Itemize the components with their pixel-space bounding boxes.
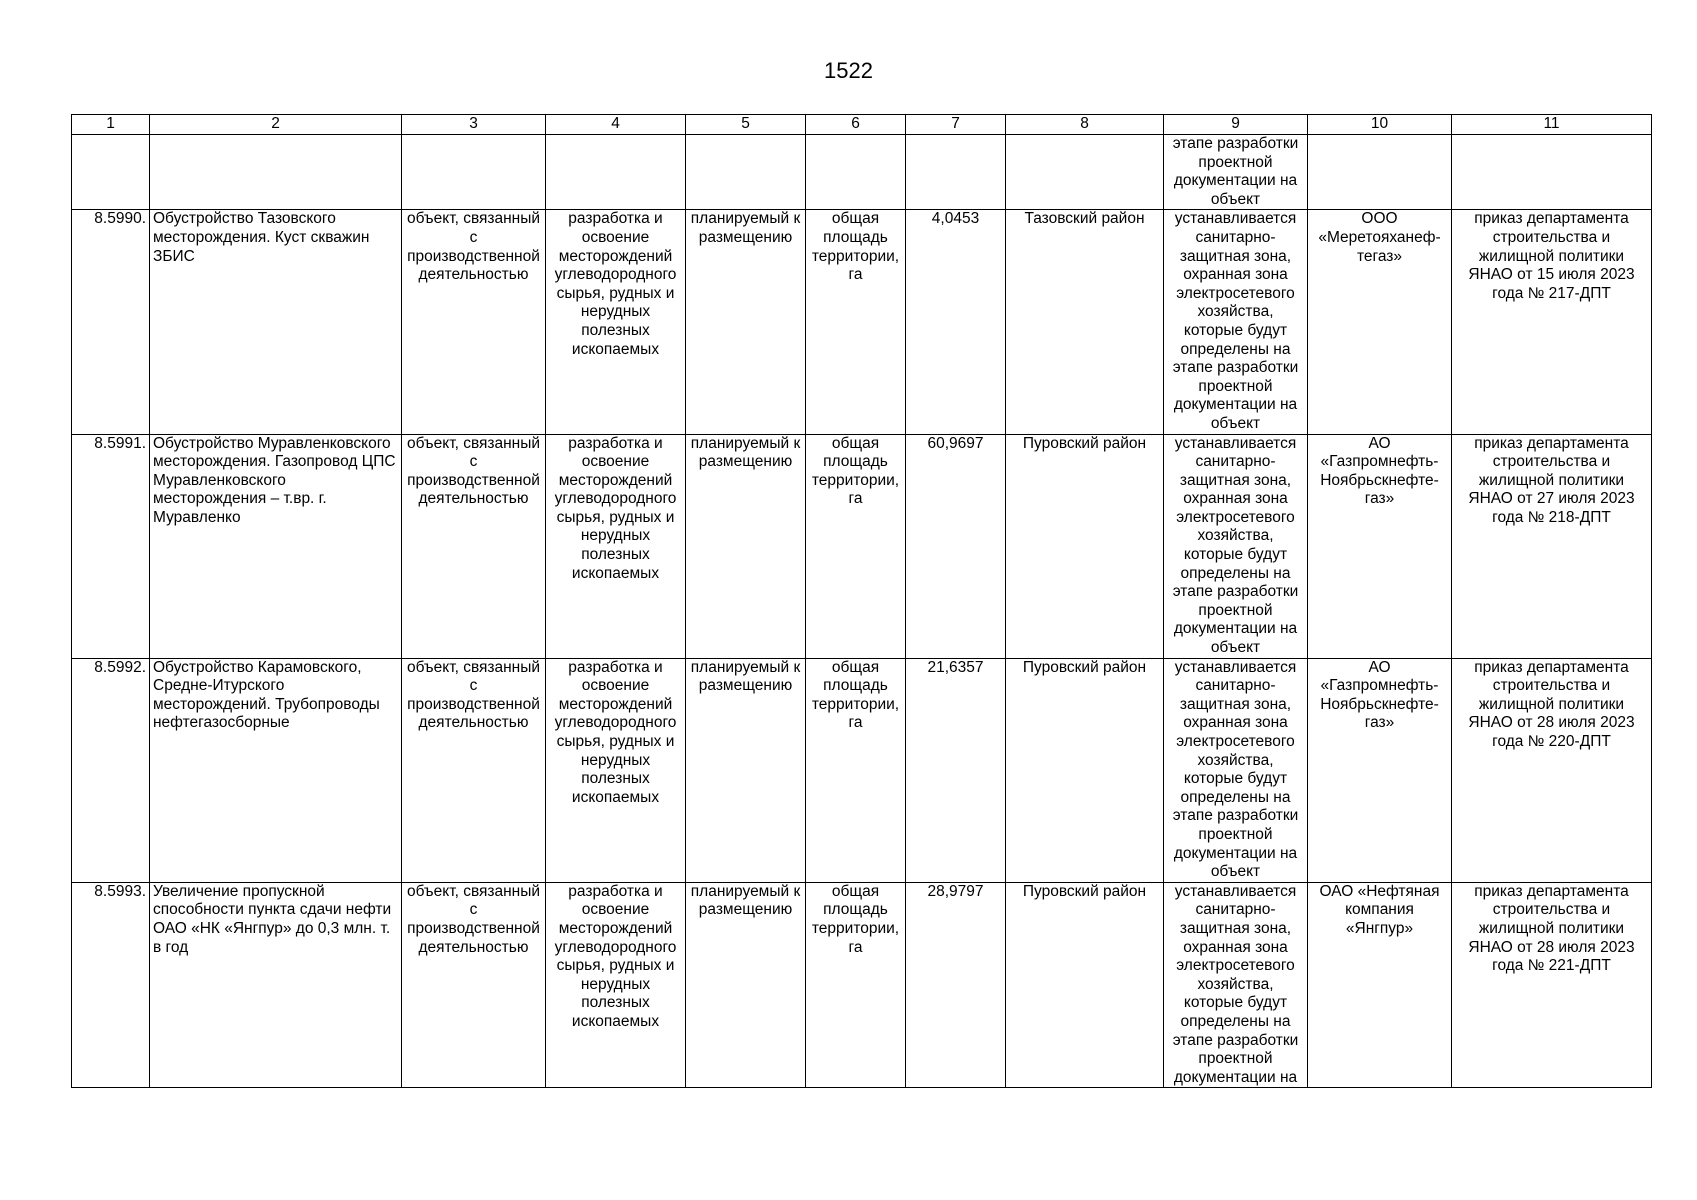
cell-characteristic: общая площадь территории, га: [806, 658, 906, 882]
cell-location: Пуровский район: [1006, 434, 1164, 658]
column-number: 9: [1164, 115, 1308, 135]
cell-zones: устанавливается санитарно-защитная зона, охранная зона электросетевого хозяйства, которые будут определены на этапе разработки проектной документации на объект: [1164, 658, 1308, 882]
cell-purpose: разработка и освоение месторождений углеводородного сырья, рудных и нерудных полезных ископаемых: [546, 434, 686, 658]
column-number: 5: [686, 115, 806, 135]
cell-object-type: объект, связанный с производственной деятельностью: [402, 658, 546, 882]
cell-empty: [1452, 135, 1652, 210]
column-number: 3: [402, 115, 546, 135]
registry-table: [71, 114, 1652, 1088]
cell-empty: [72, 135, 150, 210]
cell-object-type: объект, связанный с производственной деятельностью: [402, 210, 546, 434]
cell-characteristic: общая площадь территории, га: [806, 434, 906, 658]
cell-number: 8.5993.: [72, 882, 150, 1088]
cell-object-name: Увеличение пропускной способности пункта сдачи нефти ОАО «НК «Янгпур» до 0,3 млн. т. в год: [150, 882, 402, 1088]
cell-location: Пуровский район: [1006, 658, 1164, 882]
cell-document: приказ департамента строительства и жилищной политики ЯНАО от 28 июля 2023 года № 220-ДПТ: [1452, 658, 1652, 882]
column-number: 10: [1308, 115, 1452, 135]
cell-purpose: разработка и освоение месторождений углеводородного сырья, рудных и нерудных полезных ископаемых: [546, 882, 686, 1088]
cell-empty: [1308, 135, 1452, 210]
column-number: 7: [906, 115, 1006, 135]
cell-number: 8.5990.: [72, 210, 150, 434]
cell-location: Пуровский район: [1006, 882, 1164, 1088]
cell-object-name: Обустройство Муравленковского месторождения. Газопровод ЦПС Муравленковского месторождения – т.вр. г. Муравленко: [150, 434, 402, 658]
cell-empty: [1006, 135, 1164, 210]
cell-owner: АО «Газпромнефть-Ноябрьскнефте-газ»: [1308, 658, 1452, 882]
column-number: 1: [72, 115, 150, 135]
cell-empty: [806, 135, 906, 210]
cell-characteristic: общая площадь территории, га: [806, 210, 906, 434]
cell-zones: устанавливается санитарно-защитная зона, охранная зона электросетевого хозяйства, которые будут определены на этапе разработки проектной документации на объект: [1164, 434, 1308, 658]
cell-document: приказ департамента строительства и жилищной политики ЯНАО от 15 июля 2023 года № 217-ДПТ: [1452, 210, 1652, 434]
cell-zones: этапе разработки проектной документации на объект: [1164, 135, 1308, 210]
cell-empty: [402, 135, 546, 210]
cell-owner: АО «Газпромнефть-Ноябрьскнефте-газ»: [1308, 434, 1452, 658]
cell-value: 4,0453: [906, 210, 1006, 434]
cell-purpose: разработка и освоение месторождений углеводородного сырья, рудных и нерудных полезных ископаемых: [546, 658, 686, 882]
page-number: 1522: [824, 58, 873, 83]
cell-zones: устанавливается санитарно-защитная зона, охранная зона электросетевого хозяйства, которые будут определены на этапе разработки проектной документации на: [1164, 882, 1308, 1088]
cell-value: 28,9797: [906, 882, 1006, 1088]
cell-location: Тазовский район: [1006, 210, 1164, 434]
column-number: 11: [1452, 115, 1652, 135]
cell-empty: [150, 135, 402, 210]
column-number: 2: [150, 115, 402, 135]
column-number: 6: [806, 115, 906, 135]
cell-owner: ООО «Меретояханеф-тегаз»: [1308, 210, 1452, 434]
cell-object-type: объект, связанный с производственной деятельностью: [402, 434, 546, 658]
column-number: 8: [1006, 115, 1164, 135]
continuation-row: [72, 135, 1652, 210]
cell-value: 21,6357: [906, 658, 1006, 882]
table-row: [72, 658, 1652, 882]
column-number: 4: [546, 115, 686, 135]
cell-status: планируемый к размещению: [686, 882, 806, 1088]
cell-status: планируемый к размещению: [686, 434, 806, 658]
cell-object-name: Обустройство Карамовского, Средне-Итурского месторождений. Трубопроводы нефтегазосборные: [150, 658, 402, 882]
column-number-row: [72, 115, 1652, 135]
cell-number: 8.5991.: [72, 434, 150, 658]
cell-object-type: объект, связанный с производственной деятельностью: [402, 882, 546, 1088]
cell-value: 60,9697: [906, 434, 1006, 658]
cell-object-name: Обустройство Тазовского месторождения. Куст скважин ЗБИС: [150, 210, 402, 434]
cell-characteristic: общая площадь территории, га: [806, 882, 906, 1088]
cell-document: приказ департамента строительства и жилищной политики ЯНАО от 28 июля 2023 года № 221-ДПТ: [1452, 882, 1652, 1088]
cell-document: приказ департамента строительства и жилищной политики ЯНАО от 27 июля 2023 года № 218-ДПТ: [1452, 434, 1652, 658]
cell-empty: [906, 135, 1006, 210]
table-row: [72, 434, 1652, 658]
cell-zones: устанавливается санитарно-защитная зона, охранная зона электросетевого хозяйства, которые будут определены на этапе разработки проектной документации на объект: [1164, 210, 1308, 434]
table-row: [72, 210, 1652, 434]
cell-number: 8.5992.: [72, 658, 150, 882]
cell-owner: ОАО «Нефтяная компания «Янгпур»: [1308, 882, 1452, 1088]
cell-status: планируемый к размещению: [686, 658, 806, 882]
cell-empty: [686, 135, 806, 210]
cell-empty: [546, 135, 686, 210]
table-row: [72, 882, 1652, 1088]
cell-purpose: разработка и освоение месторождений углеводородного сырья, рудных и нерудных полезных ископаемых: [546, 210, 686, 434]
cell-status: планируемый к размещению: [686, 210, 806, 434]
